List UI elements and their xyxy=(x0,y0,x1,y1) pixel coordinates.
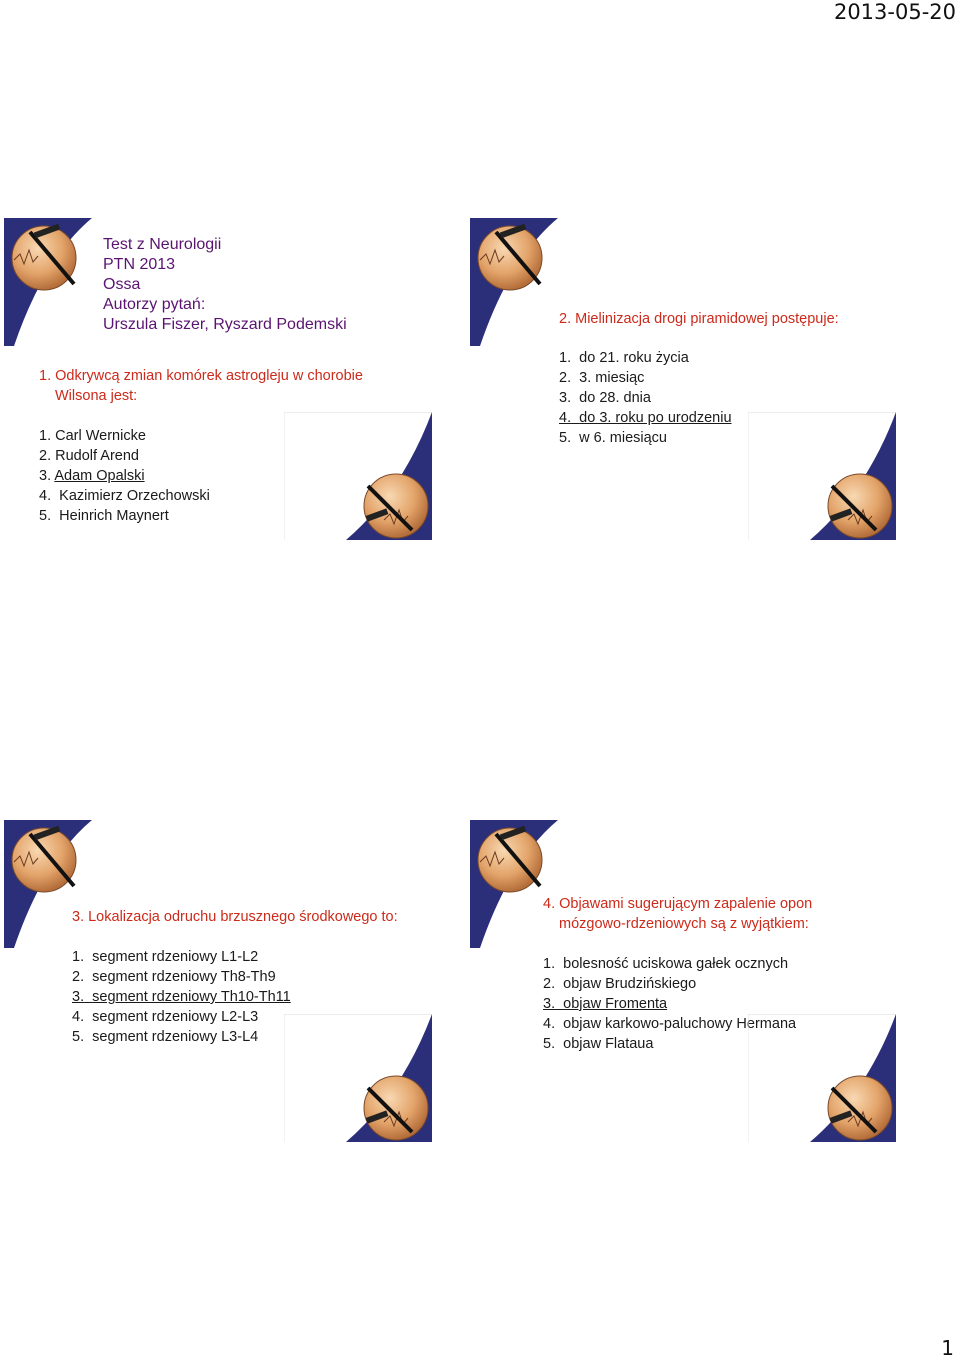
neurology-orb-logo-icon xyxy=(4,820,104,948)
neurology-orb-corner-icon xyxy=(748,412,898,540)
answer-item: 2. segment rdzeniowy Th8-Th9 xyxy=(72,969,276,985)
slide-2 xyxy=(470,218,910,540)
answer-item: 1. Carl Wernicke xyxy=(39,428,146,444)
answer-list xyxy=(39,426,210,526)
answer-list xyxy=(559,348,732,448)
answer-item: 4. Kazimierz Orzechowski xyxy=(39,488,210,504)
answer-item: 1. do 21. roku życia xyxy=(559,350,689,366)
question-title xyxy=(39,366,363,406)
slide-1 xyxy=(4,218,444,540)
answer-item: 5. w 6. miesiącu xyxy=(559,430,667,446)
answer-item-correct: 3. Adam Opalski xyxy=(39,468,145,484)
answer-item: 4. objaw karkowo-paluchowy Hermana xyxy=(543,1016,797,1032)
question-title xyxy=(72,907,398,927)
answer-item: 5. objaw Flataua xyxy=(543,1036,654,1052)
neurology-orb-corner-icon xyxy=(284,1014,434,1142)
neurology-orb-corner-icon xyxy=(284,412,434,540)
title-line: Test z Neurologii xyxy=(103,236,222,253)
question-title xyxy=(559,309,839,329)
answer-item: 2. Rudolf Arend xyxy=(39,448,139,464)
title-line: Ossa xyxy=(103,276,141,293)
question-line: 2. Mielinizacja drogi piramidowej postępuje: xyxy=(559,311,839,327)
question-line: 3. Lokalizacja odruchu brzusznego środkowego to: xyxy=(72,909,398,925)
page-number: 1 xyxy=(941,1336,954,1360)
question-line: Wilsona jest: xyxy=(55,388,138,404)
answer-list xyxy=(72,947,291,1047)
question-title xyxy=(543,894,812,934)
answer-item-correct: 4. do 3. roku po urodzeniu xyxy=(559,410,732,426)
answer-item-correct: 3. objaw Fromenta xyxy=(543,996,668,1012)
slide-3 xyxy=(4,820,444,1142)
answer-item: 2. 3. miesiąc xyxy=(559,370,645,386)
answer-item-correct: 3. segment rdzeniowy Th10-Th11 xyxy=(72,989,291,1005)
answer-item: 5. Heinrich Maynert xyxy=(39,508,169,524)
neurology-orb-logo-icon xyxy=(4,218,104,346)
answer-item: 1. bolesność uciskowa gałek ocznych xyxy=(543,956,789,972)
page-date: 2013-05-20 xyxy=(833,0,956,24)
slide-4 xyxy=(470,820,910,1142)
question-line: mózgowo-rdzeniowych są z wyjątkiem: xyxy=(559,916,809,932)
answer-item: 3. do 28. dnia xyxy=(559,390,651,406)
title-line: PTN 2013 xyxy=(103,256,176,273)
title-block xyxy=(103,235,347,335)
title-line: Urszula Fiszer, Ryszard Podemski xyxy=(103,316,347,333)
answer-item: 1. segment rdzeniowy L1-L2 xyxy=(72,949,259,965)
neurology-orb-corner-icon xyxy=(748,1014,898,1142)
neurology-orb-logo-icon xyxy=(470,218,570,346)
question-line: 4. Objawami sugerującym zapalenie opon xyxy=(543,896,813,912)
title-line: Autorzy pytań: xyxy=(103,296,206,313)
answer-item: 4. segment rdzeniowy L2-L3 xyxy=(72,1009,259,1025)
answer-item: 2. objaw Brudzińskiego xyxy=(543,976,697,992)
question-line: 1. Odkrywcą zmian komórek astrogleju w chorobie xyxy=(39,368,363,384)
answer-item: 5. segment rdzeniowy L3-L4 xyxy=(72,1029,259,1045)
